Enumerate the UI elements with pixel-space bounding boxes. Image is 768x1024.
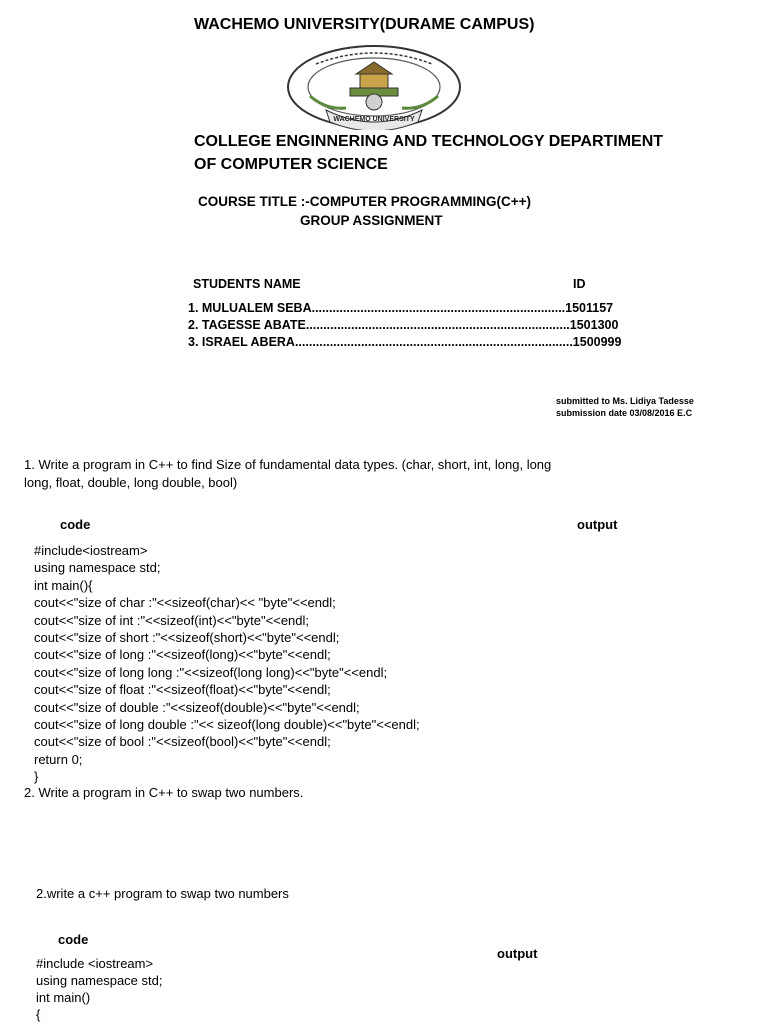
code-line: cout<<"size of int :"<<sizeof(int)<<"byte"<<endl; (34, 612, 310, 628)
question-1 (24, 456, 551, 492)
student-row: 2. TAGESSE ABATE............................................................................1501300 (188, 318, 619, 332)
code-line: using namespace std; (36, 973, 163, 988)
code-line: cout<<"size of double :"<<sizeof(double)<<"byte"<<endl; (34, 699, 360, 715)
student-row: 1. MULUALEM SEBA.........................................................................1501157 (188, 301, 614, 315)
code-line: cout<<"size of short :"<<sizeof(short)<<"byte"<<endl; (34, 630, 340, 646)
students-id-header: ID (573, 277, 586, 291)
question-2-repeat: 2.write a c++ program to swap two numbers (36, 886, 289, 901)
college-line: OF COMPUTER SCIENCE (194, 156, 388, 173)
college-department (194, 130, 663, 176)
code-line: cout<<"size of char :"<<sizeof(char)<< "byte"<<endl; (34, 595, 336, 611)
output-label: output (497, 946, 538, 961)
code-line: } (34, 769, 39, 785)
code-line: int main(){ (34, 577, 93, 593)
code-line: #include <iostream> (36, 956, 154, 971)
submission-date: submission date 03/08/2016 E.C (556, 408, 693, 418)
code-line: { (36, 1007, 41, 1022)
course-subtitle: GROUP ASSIGNMENT (300, 213, 443, 228)
code-line: cout<<"size of long :"<<sizeof(long)<<"byte"<<endl; (34, 647, 331, 663)
college-line: COLLEGE ENGINNERING AND TECHNOLOGY DEPARTIMENT (194, 133, 664, 150)
question-1-line: long, float, double, long double, bool) (24, 475, 238, 490)
university-seal-icon (286, 44, 462, 130)
university-title: WACHEMO UNIVERSITY(DURAME CAMPUS) (194, 16, 535, 33)
code-line: return 0; (34, 751, 83, 767)
question-1-line: 1. Write a program in C++ to find Size of fundamental data types. (char, short, int, long, long (24, 457, 552, 472)
course-info (198, 192, 531, 230)
code-line: cout<<"size of long double :"<< sizeof(long double)<<"byte"<<endl; (34, 717, 420, 733)
student-row: 3. ISRAEL ABERA................................................................................1500999 (188, 335, 622, 349)
code-line: int main() (36, 990, 91, 1005)
code-label: code (58, 932, 89, 947)
code-line: cout<<"size of bool :"<<sizeof(bool)<<"byte"<<endl; (34, 734, 331, 750)
code-block-1 (34, 542, 420, 786)
output-label: output (577, 517, 618, 532)
code-line: cout<<"size of float :"<<sizeof(float)<<"byte"<<endl; (34, 682, 331, 698)
code-line: using namespace std; (34, 560, 161, 576)
seal-text: WACHEMO UNIVERSITY (333, 116, 415, 123)
code-line: cout<<"size of long long :"<<sizeof(long long)<<"byte"<<endl; (34, 664, 388, 680)
students-list (188, 300, 621, 351)
submitted-to: submitted to Ms. Lidiya Tadesse (556, 396, 694, 406)
course-title: COURSE TITLE :-COMPUTER PROGRAMMING(C++) (198, 194, 531, 209)
code-line: #include<iostream> (34, 543, 148, 558)
submission-info (556, 395, 694, 419)
students-name-header: STUDENTS NAME (193, 277, 301, 291)
code-label: code (60, 517, 91, 532)
code-block-2 (36, 955, 162, 1023)
question-2: 2. Write a program in C++ to swap two numbers. (24, 785, 304, 800)
